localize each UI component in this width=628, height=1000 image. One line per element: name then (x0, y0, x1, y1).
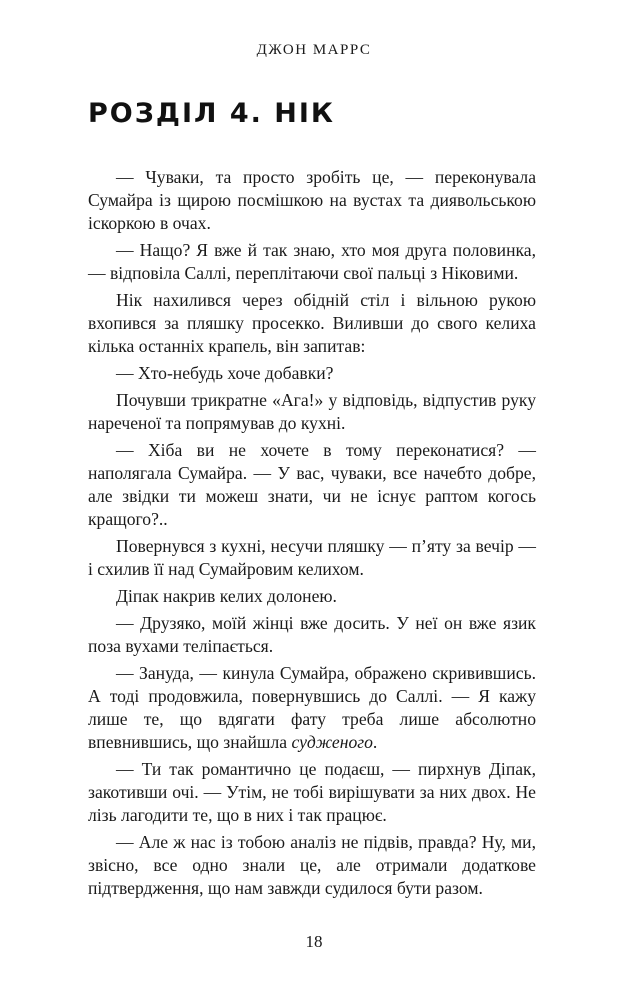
running-head: ДЖОН МАРРС (256, 42, 372, 58)
paragraph-10-tail: . (372, 732, 378, 752)
paragraph-10-emphasis: судженого (291, 732, 373, 752)
paragraph-10-text: — Зануда, — кинула Сумайра, ображено скривившись. А тоді продовжила, повернувшись до Саллі. — Я кажу лише те, що вдягати фату треба лише абсолютно впевнившись, що знайшла (88, 663, 536, 752)
paragraph-7: Повернувся з кухні, несучи пляшку — п’яту за вечір — і схилив її над Сумайровим келихом. (88, 536, 536, 579)
paragraph-11: — Ти так романтично це подаєш, — пирхнув Діпак, закотивши очі. — Утім, не тобі вирішувати за них двох. Не лізь лагодити те, що в них і так працює. (88, 759, 536, 825)
paragraph-1: — Чуваки, та просто зробіть це, — переконувала Сумайра із щирою посмішкою на вустах та диявольською іскоркою в очах. (88, 167, 536, 233)
paragraph-9: — Друзяко, моїй жінці вже досить. У неї он вже язик поза вухами теліпається. (88, 613, 536, 656)
paragraph-12: — Але ж нас із тобою аналіз не підвів, правда? Ну, ми, звісно, все одно знали це, але отримали додаткове підтвердження, що нам завжди судилося бути разом. (88, 832, 536, 898)
paragraph-2: — Нащо? Я вже й так знаю, хто моя друга половинка, — відповіла Саллі, переплітаючи свої пальці з Ніковими. (88, 240, 536, 283)
body-text (88, 166, 536, 900)
paragraph-4: — Хто-небудь хоче добавки? (116, 363, 334, 383)
page-number: 18 (305, 932, 323, 951)
paragraph-8: Діпак накрив келих долонею. (116, 586, 337, 606)
paragraph-6: — Хіба ви не хочете в тому переконатися? — наполягала Сумайра. — У вас, чуваки, все начебто добре, але звідки ти можеш знати, чи не існує раптом когось кращого?.. (88, 440, 536, 529)
paragraph-3: Нік нахилився через обідній стіл і вільною рукою вхопився за пляшку просекко. Виливши до свого келиха кілька останніх крапель, він запитав: (88, 290, 536, 356)
paragraph-10 (88, 662, 536, 754)
paragraph-5: Почувши трикратне «Ага!» у відповідь, відпустив руку нареченої та попрямував до кухні. (88, 390, 536, 433)
chapter-title: РОЗДІЛ 4. НІК (88, 98, 335, 129)
